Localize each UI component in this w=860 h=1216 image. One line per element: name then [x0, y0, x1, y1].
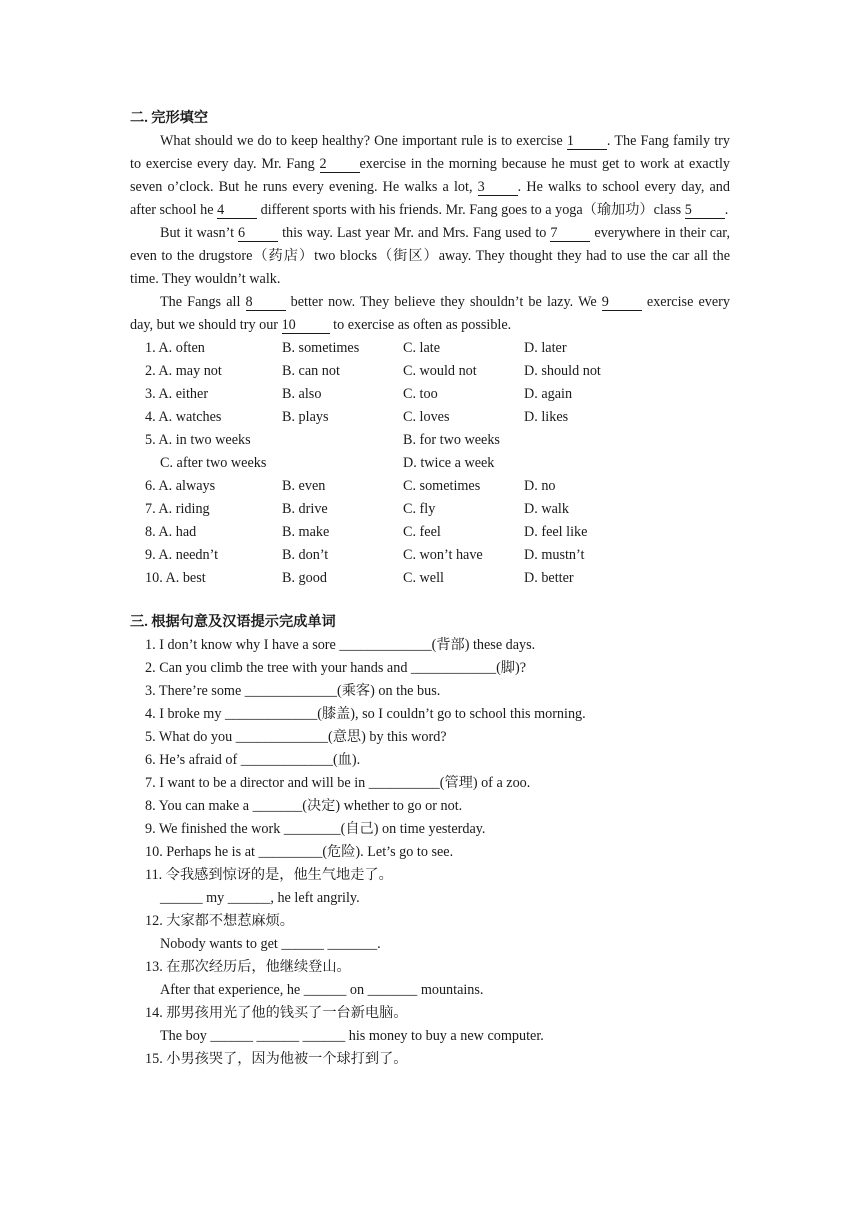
option-a: 1. A. often: [145, 340, 205, 356]
text: But it wasn’t: [160, 225, 239, 241]
question-line: 9. We finished the work ________(自己) on time yesterday.: [145, 821, 486, 837]
question-line: 8. You can make a _______(决定) whether to go or not.: [145, 798, 463, 814]
option-c: C. won’t have: [403, 547, 483, 563]
option-a: 7. A. riding: [145, 501, 210, 517]
text: better now. They believe they shouldn’t be lazy. We: [285, 294, 602, 310]
answer-line: Nobody wants to get ______ _______.: [160, 936, 381, 952]
option-b: B. also: [282, 386, 322, 402]
option-d: D. twice a week: [403, 455, 495, 471]
option-row-6: [130, 475, 730, 498]
option-b: B. can not: [282, 363, 340, 379]
cloze-paragraph-2: [130, 222, 730, 291]
text: .: [724, 202, 729, 218]
question-line: 10. Perhaps he is at _________(危险). Let’s go to see.: [145, 844, 454, 860]
question-line: 6. He’s afraid of _____________(血).: [145, 752, 361, 768]
option-d: D. better: [524, 570, 574, 586]
text: to exercise as often as possible.: [329, 317, 512, 333]
option-c: C. would not: [403, 363, 477, 379]
option-a: 8. A. had: [145, 524, 197, 540]
option-d: D. likes: [524, 409, 569, 425]
section-gap: [130, 590, 730, 611]
question-line: 1. I don’t know why I have a sore _____________(背部) these days.: [145, 637, 536, 653]
option-d: D. feel like: [524, 524, 588, 540]
section-title-cloze: 二. 完形填空: [130, 110, 209, 126]
option-row-2: [130, 360, 730, 383]
options-list: [130, 337, 730, 590]
option-c: C. late: [403, 340, 441, 356]
option-row-5: [130, 429, 730, 452]
option-d: D. mustn’t: [524, 547, 585, 563]
blank-8: 8: [246, 294, 286, 311]
blank-10: 10: [282, 317, 330, 334]
option-row-3: [130, 383, 730, 406]
option-c: C. fly: [403, 501, 436, 517]
option-c: C. loves: [403, 409, 450, 425]
blank-2: 2: [320, 156, 360, 173]
option-c: C. after two weeks: [160, 455, 267, 471]
word-completion-list: [130, 634, 730, 1071]
option-d: D. walk: [524, 501, 569, 517]
option-row-4: [130, 406, 730, 429]
option-d: D. later: [524, 340, 567, 356]
option-row-5-cont: [130, 452, 730, 475]
question-line: 4. I broke my _____________(膝盖), so I couldn’t go to school this morning.: [145, 706, 586, 722]
question-line: 11. 令我感到惊讶的是，他生气地走了。: [145, 867, 393, 883]
option-c: C. feel: [403, 524, 441, 540]
blank-6: 6: [238, 225, 278, 242]
blank-3: 3: [478, 179, 518, 196]
worksheet-page: [130, 107, 730, 1071]
option-row-7: [130, 498, 730, 521]
cloze-paragraph-3: [130, 291, 730, 337]
option-b: B. plays: [282, 409, 329, 425]
option-c: C. sometimes: [403, 478, 481, 494]
option-b: B. even: [282, 478, 326, 494]
text: different sports with his friends. Mr. Fang goes to a yoga（瑜加功）class: [257, 202, 685, 218]
question-line: 3. There’re some _____________(乘客) on the bus.: [145, 683, 441, 699]
text: exercise in the morning because he must get to work at exactly seven o’clock. But he runs every evening. He walks a lot,: [130, 156, 730, 195]
option-d: D. should not: [524, 363, 601, 379]
option-row-1: [130, 337, 730, 360]
option-b: B. good: [282, 570, 327, 586]
blank-7: 7: [550, 225, 590, 242]
question-line: 15. 小男孩哭了，因为他被一个球打到了。: [145, 1051, 408, 1067]
section-title-word-completion: 三. 根据句意及汉语提示完成单词: [130, 614, 336, 630]
option-row-9: [130, 544, 730, 567]
option-a: 10. A. best: [145, 570, 206, 586]
cloze-paragraph-1: [130, 130, 730, 222]
question-line: 7. I want to be a director and will be in __________(管理) of a zoo.: [145, 775, 531, 791]
option-b: B. drive: [282, 501, 328, 517]
option-row-8: [130, 521, 730, 544]
option-c: C. well: [403, 570, 444, 586]
question-line: 5. What do you _____________(意思) by this word?: [145, 729, 447, 745]
option-a: 6. A. always: [145, 478, 216, 494]
option-b: B. don’t: [282, 547, 329, 563]
option-a: 3. A. either: [145, 386, 209, 402]
question-line: 14. 那男孩用光了他的钱买了一台新电脑。: [145, 1005, 408, 1021]
blank-9: 9: [602, 294, 642, 311]
option-b: B. sometimes: [282, 340, 360, 356]
option-row-10: [130, 567, 730, 590]
text: this way. Last year Mr. and Mrs. Fang used to: [278, 225, 551, 241]
option-d: D. no: [524, 478, 556, 494]
option-b: B. make: [282, 524, 330, 540]
option-d: D. again: [524, 386, 573, 402]
question-line: 13. 在那次经历后，他继续登山。: [145, 959, 351, 975]
option-a: 5. A. in two weeks: [145, 432, 251, 448]
option-c: C. too: [403, 386, 438, 402]
text: exercise every day, but we should try our: [130, 294, 731, 333]
option-a: 4. A. watches: [145, 409, 222, 425]
question-line: 2. Can you climb the tree with your hands and ____________(脚)?: [145, 660, 527, 676]
blank-5: 5: [685, 202, 725, 219]
question-line: 12. 大家都不想惹麻烦。: [145, 913, 294, 929]
text: What should we do to keep healthy? One important rule is to exercise: [160, 133, 567, 149]
text: . He walks to school every day, and after school he: [130, 179, 730, 218]
option-a: 9. A. needn’t: [145, 547, 219, 563]
text: The Fangs all: [160, 294, 246, 310]
text: everywhere in their car, even to the drugstore（药店）two blocks（街区）away. They thought they had to use the car all the time. They wouldn’t walk.: [130, 225, 731, 287]
answer-line: ______ my ______, he left angrily.: [160, 890, 360, 906]
text: . The Fang family try to exercise every day. Mr. Fang: [130, 133, 730, 172]
option-a: 2. A. may not: [145, 363, 222, 379]
blank-4: 4: [217, 202, 257, 219]
answer-line: The boy ______ ______ ______ his money to buy a new computer.: [160, 1028, 544, 1044]
option-b: B. for two weeks: [403, 432, 500, 448]
blank-1: 1: [567, 133, 607, 150]
answer-line: After that experience, he ______ on _______ mountains.: [160, 982, 484, 998]
